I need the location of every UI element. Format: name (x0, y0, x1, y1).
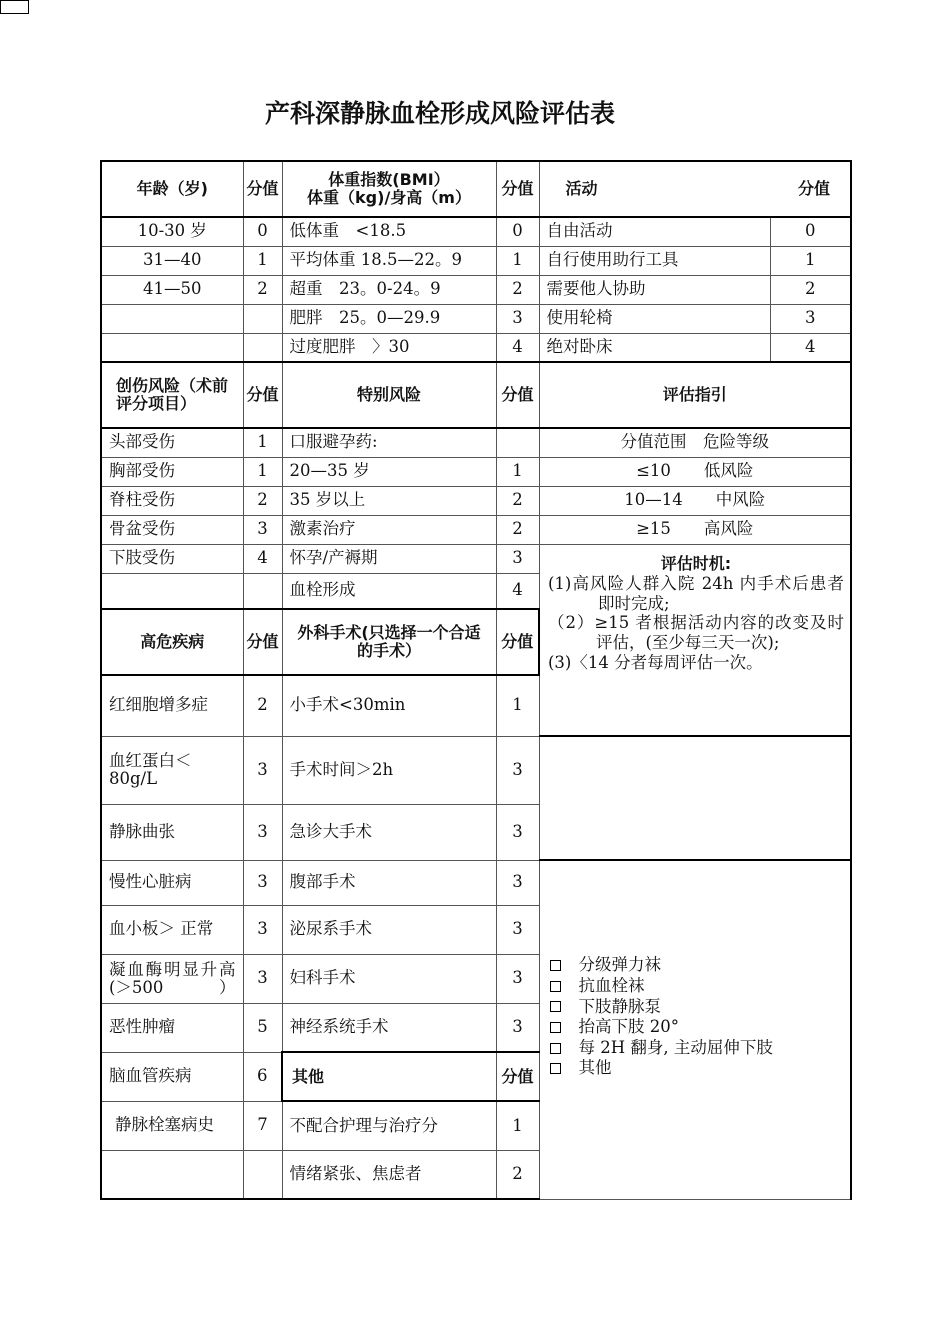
activity-cell: 使用轮椅 (539, 304, 770, 333)
surgery-cell: 神经系统手术 (282, 1003, 496, 1052)
header-bmi-line2: 体重（kg)/身高（m） (307, 188, 471, 207)
header-surgery-score: 分值 (496, 609, 539, 675)
header-trauma: 创伤风险（术前评分项目） (101, 362, 243, 428)
special-score-cell: 2 (496, 486, 539, 515)
age-score-cell: 2 (243, 275, 282, 304)
table-row (101, 246, 851, 275)
prevention-item[interactable] (550, 955, 844, 976)
checkbox-icon[interactable] (550, 1001, 561, 1012)
age-score-cell (243, 333, 282, 362)
header-bmi-score: 分值 (496, 161, 539, 217)
header-age: 年龄（岁) (101, 161, 243, 217)
timing-title: 评估时机: (660, 553, 732, 573)
prevention-item[interactable] (550, 1058, 844, 1079)
special-cell: 口服避孕药: (282, 428, 496, 457)
table-row (101, 515, 851, 544)
header-other-score: 分值 (496, 1052, 539, 1101)
trauma-cell: 头部受伤 (101, 428, 243, 457)
other-score-cell: 1 (496, 1101, 539, 1150)
age-cell: 31—40 (101, 246, 243, 275)
header-special-score: 分值 (496, 362, 539, 428)
header-surgery: 外科手术(只选择一个合适的手术） (282, 609, 496, 675)
prevention-label: 分级弹力袜 (578, 955, 661, 975)
corner-marker (0, 0, 29, 14)
disease-score-cell (243, 1150, 282, 1199)
disease-cell: 静脉曲张 (101, 805, 243, 861)
special-cell: 激素治疗 (282, 515, 496, 544)
disease-score-cell: 3 (243, 805, 282, 861)
surgery-cell: 小手术<30min (282, 675, 496, 736)
prevention-label: 下肢静脉泵 (578, 996, 661, 1016)
timing-item: （2）≥15 者根据活动内容的改变及时评估，(至少每三天一次); (548, 613, 844, 653)
surgery-score-cell: 3 (496, 905, 539, 954)
trauma-cell: 胸部受伤 (101, 457, 243, 486)
header-high-risk: 高危疾病 (101, 609, 243, 675)
age-cell: 41—50 (101, 275, 243, 304)
table-row (101, 860, 851, 905)
disease-score-cell: 5 (243, 1003, 282, 1052)
activity-cell: 自由活动 (539, 217, 770, 246)
age-score-cell: 1 (243, 246, 282, 275)
bmi-score-cell: 1 (496, 246, 539, 275)
header-special: 特别风险 (282, 362, 496, 428)
header-trauma-score: 分值 (243, 362, 282, 428)
activity-score-cell: 0 (770, 217, 851, 246)
prevention-item[interactable] (550, 976, 844, 997)
surgery-score-cell: 3 (496, 954, 539, 1003)
prevention-label: 抗血栓袜 (578, 975, 645, 995)
surgery-cell: 手术时间＞2h (282, 736, 496, 804)
header-high-risk-score: 分值 (243, 609, 282, 675)
special-score-cell (496, 428, 539, 457)
prevention-item[interactable] (550, 1017, 844, 1038)
disease-cell: 恶性肿瘤 (101, 1003, 243, 1052)
table-row (101, 304, 851, 333)
table-row (101, 486, 851, 515)
disease-score-cell: 2 (243, 675, 282, 736)
surgery-cell: 腹部手术 (282, 860, 496, 905)
activity-cell: 自行使用助行工具 (539, 246, 770, 275)
disease-score-cell: 3 (243, 736, 282, 804)
age-cell (101, 304, 243, 333)
trauma-score-cell: 1 (243, 457, 282, 486)
disease-cell: 慢性心脏病 (101, 860, 243, 905)
header-activity: 活动 (539, 161, 770, 217)
special-score-cell: 4 (496, 573, 539, 609)
timing-item: (3)〈14 分者每周评估一次。 (548, 653, 763, 673)
bmi-cell: 低体重 <18.5 (282, 217, 496, 246)
age-score-cell (243, 304, 282, 333)
header-guide: 评估指引 (539, 362, 851, 428)
page-title: 产科深静脉血栓形成风险评估表 (264, 99, 615, 128)
bmi-cell: 过度肥胖 〉30 (282, 333, 496, 362)
special-cell: 血栓形成 (282, 573, 496, 609)
disease-cell: 静脉栓塞病史 (101, 1101, 243, 1150)
age-score-cell: 0 (243, 217, 282, 246)
header-activity-score: 分值 (770, 161, 851, 217)
activity-score-cell: 3 (770, 304, 851, 333)
guide-cell: ≤10 低风险 (539, 457, 851, 486)
other-cell: 情绪紧张、焦虑者 (282, 1150, 496, 1199)
age-cell (101, 333, 243, 362)
activity-cell: 绝对卧床 (539, 333, 770, 362)
prevention-label: 每 2H 翻身, 主动屈伸下肢 (578, 1037, 773, 1057)
prevention-label: 抬高下肢 20° (578, 1017, 679, 1037)
checkbox-icon[interactable] (550, 1043, 561, 1054)
surgery-score-cell: 3 (496, 736, 539, 804)
guide-cell: 分值范围 危险等级 (539, 428, 851, 457)
table-row (101, 736, 851, 804)
bmi-score-cell: 4 (496, 333, 539, 362)
activity-cell: 需要他人协助 (539, 275, 770, 304)
table-row (101, 333, 851, 362)
prevention-label: 其他 (578, 1058, 612, 1078)
special-cell: 20—35 岁 (282, 457, 496, 486)
surgery-cell: 妇科手术 (282, 954, 496, 1003)
bmi-cell: 肥胖 25。0—29.9 (282, 304, 496, 333)
table-row (101, 275, 851, 304)
timing-item: (1)高风险人群入院 24h 内手术后患者即时完成; (548, 573, 844, 613)
surgery-score-cell: 1 (496, 675, 539, 736)
special-cell: 怀孕/产褥期 (282, 544, 496, 573)
bmi-score-cell: 0 (496, 217, 539, 246)
surgery-score-cell: 3 (496, 805, 539, 861)
disease-cell: 凝血酶明显升高(＞500） (101, 954, 243, 1003)
disease-cell: 血小板＞ 正常 (101, 905, 243, 954)
checkbox-icon[interactable] (550, 1022, 561, 1033)
trauma-score-cell: 2 (243, 486, 282, 515)
table-row (101, 217, 851, 246)
bmi-score-cell: 2 (496, 275, 539, 304)
trauma-cell: 下肢受伤 (101, 544, 243, 573)
disease-score-cell: 3 (243, 954, 282, 1003)
checkbox-icon[interactable] (550, 1063, 561, 1074)
header-other: 其他 (282, 1052, 496, 1101)
trauma-cell (101, 573, 243, 609)
disease-score-cell: 6 (243, 1052, 282, 1101)
disease-score-cell: 3 (243, 905, 282, 954)
disease-cell: 脑血管疾病 (101, 1052, 243, 1101)
assessment-timing (539, 544, 851, 736)
special-score-cell: 1 (496, 457, 539, 486)
special-score-cell: 2 (496, 515, 539, 544)
prevention-measures (539, 860, 851, 1199)
guide-cell: 10—14 中风险 (539, 486, 851, 515)
other-cell: 不配合护理与治疗分 (282, 1101, 496, 1150)
header-bmi-line1: 体重指数(BMI） (328, 169, 450, 189)
table-row (101, 805, 851, 861)
special-cell: 35 岁以上 (282, 486, 496, 515)
trauma-cell: 骨盆受伤 (101, 515, 243, 544)
trauma-score-cell: 3 (243, 515, 282, 544)
activity-score-cell: 4 (770, 333, 851, 362)
table-row (101, 544, 851, 573)
trauma-score-cell: 1 (243, 428, 282, 457)
table-row (101, 457, 851, 486)
special-score-cell: 3 (496, 544, 539, 573)
bmi-score-cell: 3 (496, 304, 539, 333)
activity-score-cell: 2 (770, 275, 851, 304)
bmi-cell: 平均体重 18.5—22。9 (282, 246, 496, 275)
disease-cell: 红细胞增多症 (101, 675, 243, 736)
table-row (101, 428, 851, 457)
trauma-score-cell: 4 (243, 544, 282, 573)
surgery-cell: 泌尿系手术 (282, 905, 496, 954)
checkbox-icon[interactable] (550, 981, 561, 992)
trauma-cell: 脊柱受伤 (101, 486, 243, 515)
surgery-cell: 急诊大手术 (282, 805, 496, 861)
header-bmi (282, 161, 496, 217)
surgery-score-cell: 3 (496, 860, 539, 905)
surgery-score-cell: 3 (496, 1003, 539, 1052)
guide-cell: ≥15 高风险 (539, 515, 851, 544)
prevention-item[interactable] (550, 997, 844, 1018)
header-age-score: 分值 (243, 161, 282, 217)
checkbox-icon[interactable] (550, 960, 561, 971)
disease-score-cell: 3 (243, 860, 282, 905)
trauma-score-cell (243, 573, 282, 609)
disease-score-cell: 7 (243, 1101, 282, 1150)
age-cell: 10-30 岁 (101, 217, 243, 246)
other-score-cell: 2 (496, 1150, 539, 1199)
disease-cell (101, 1150, 243, 1199)
activity-score-cell: 1 (770, 246, 851, 275)
risk-assessment-table (100, 160, 852, 1200)
bmi-cell: 超重 23。0-24。9 (282, 275, 496, 304)
disease-cell: 血红蛋白＜80g/L (101, 736, 243, 804)
prevention-list (550, 955, 844, 1079)
prevention-item[interactable] (550, 1038, 844, 1059)
